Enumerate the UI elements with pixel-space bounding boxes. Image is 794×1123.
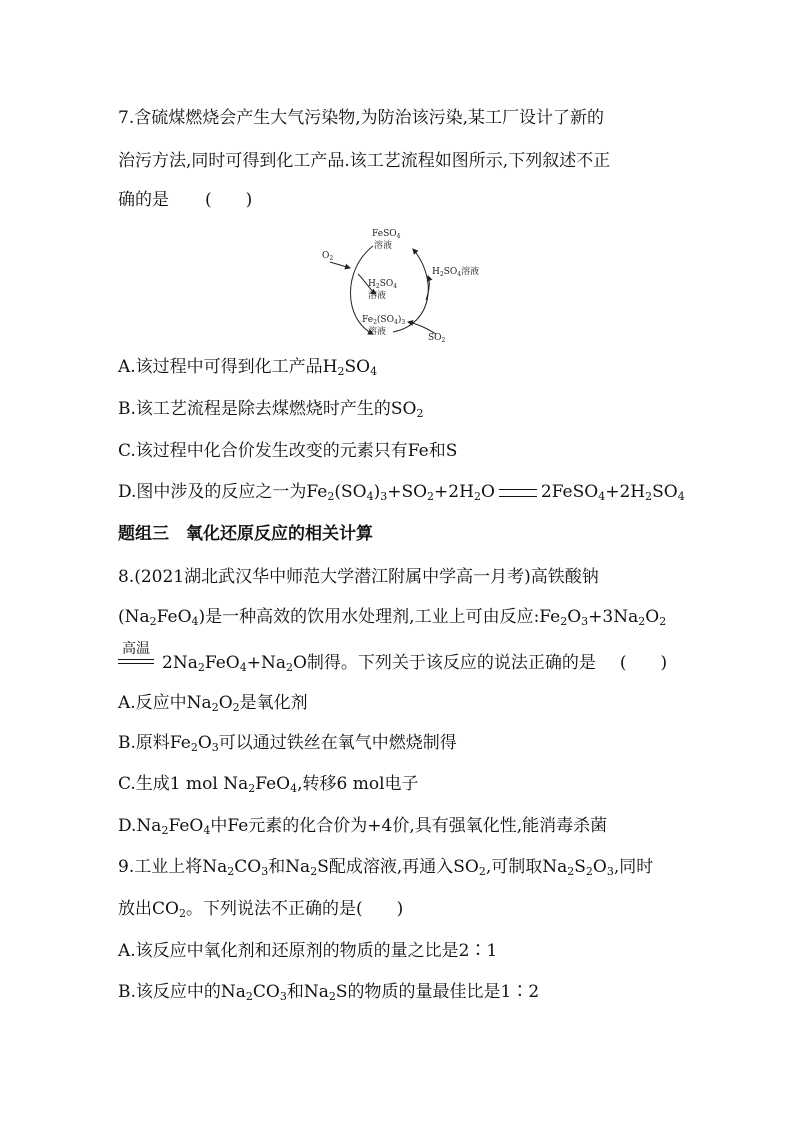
q8-stem-line1: 8.(2021湖北武汉华中师范大学潜江附属中学高一月考)高铁酸钠 <box>118 567 599 587</box>
label-h2so4-inner: $H_2SO_4$ <box>368 279 398 290</box>
q8-option-b: B.原料$Fe_2O_3$可以通过铁丝在氧气中燃烧制得 <box>118 733 457 754</box>
label-feso4: FeSO$_4$ <box>372 229 401 240</box>
q8-option-a: A.反应中$Na_2O_2$是氧化剂 <box>118 693 308 714</box>
q7-stem-line3-text: 确的是 <box>118 190 169 210</box>
q7-stem-line1-text: 7.含硫煤燃烧会产生大气污染物,为防治该污染,某工厂设计了新的 <box>118 108 605 128</box>
q7-stem-line2-text: 治污方法,同时可得到化工产品.该工艺流程如图所示,下列叙述不正 <box>118 151 611 171</box>
q7-option-d: D.图中涉及的反应之一为$Fe_2(SO_4)_3+SO_2+2H_2O$ $2FeSO_4+2H_2SO_4$ <box>118 482 685 503</box>
q7-option-c: C.该过程中化合价发生改变的元素只有Fe和S <box>118 441 458 461</box>
q7-stem-line3 <box>118 188 252 212</box>
equals-sign <box>499 489 537 497</box>
label-h2so4-output: $H_2SO_4$溶液 <box>432 267 480 278</box>
q8-stem-line3: $2Na_2FeO_4+Na_2O$制得。下列关于该反应的说法正确的是 ( ) <box>162 653 668 674</box>
label-o2: $O_2$ <box>322 251 334 262</box>
q8-option-d: $D.Na_2FeO_4$中Fe元素的化合价为+4价,具有强氧化性,能消毒杀菌 <box>118 816 608 837</box>
q9-option-a: A.该反应中氧化剂和还原剂的物质的量之比是2∶1 <box>118 941 498 961</box>
q8-option-c: C.生成1 mol $Na_2FeO_4$,转移6 mol电子 <box>118 774 419 795</box>
answer-blank: ( ) <box>619 653 668 673</box>
q9-stem-line2: 放出$CO_2$。下列说法不正确的是( ) <box>118 899 404 920</box>
label-so2: $SO_2$ <box>428 333 446 344</box>
process-cycle-diagram <box>318 224 502 348</box>
q9-stem-line1: 9.工业上将$Na_2CO_3$和$Na_2S$配成溶液,再通入$SO_2$,可制取$Na_2S_2O_3$,同时 <box>118 857 654 878</box>
q7-option-b: B.该工艺流程是除去煤燃烧时产生的$SO_2$ <box>118 399 424 420</box>
q9-option-b: B.该反应中的$Na_2CO_3$和$Na_2S$的物质的量最佳比是1∶2 <box>118 982 540 1003</box>
o2-input-arrow <box>330 262 350 268</box>
reaction-condition: 高温 <box>118 638 154 664</box>
section-heading: 题组三 氧化还原反应的相关计算 <box>118 524 373 544</box>
q7-stem-line2 <box>118 149 610 173</box>
label-fe2so43: $Fe_2(SO_4)_3$ <box>362 315 406 326</box>
label-fe2so43-solution: 溶液 <box>368 327 387 337</box>
label-feso4-solution: 溶液 <box>374 241 393 251</box>
answer-blank: ( ) <box>205 190 253 210</box>
q8-stem-line2: $(Na_2FeO_4)$是一种高效的饮用水处理剂,工业上可由反应$:Fe_2O_3+3Na_2O_2$ <box>118 607 667 628</box>
q7-stem-line1 <box>118 106 604 130</box>
q7-option-a: A.该过程中可得到化工产品$H_2SO_4$ <box>118 357 378 378</box>
label-h2so4-inner-solution: 溶液 <box>368 291 387 301</box>
